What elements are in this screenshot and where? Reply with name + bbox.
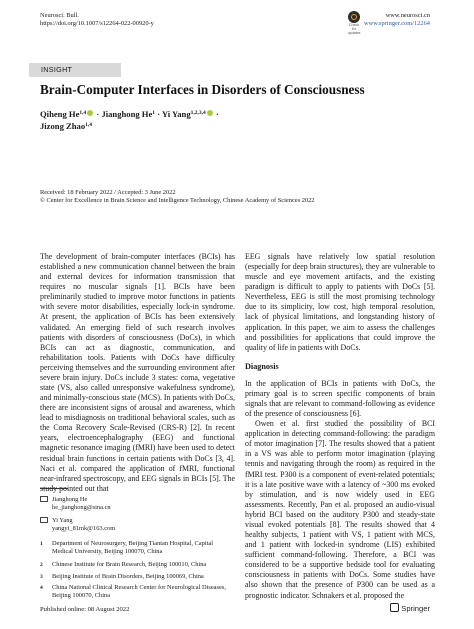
contact-text[interactable]: Jianghong He he_jianghong@sina.cn xyxy=(52,496,111,511)
author-affiliation: 1,2,3,4 xyxy=(190,110,206,116)
publisher-name: Springer xyxy=(401,604,430,613)
journal-name: Neurosci. Bull. xyxy=(40,12,79,19)
affiliation-item xyxy=(40,561,235,569)
journal-sites xyxy=(364,12,430,28)
article-title: Brain-Computer Interfaces in Disorders of Consciousness xyxy=(40,82,365,97)
envelope-icon xyxy=(40,517,48,526)
affiliation-text: Department of Neurosurgery, Beijing Tiantan Hospital, Capital Medical University, Beijing 100070, China xyxy=(52,540,213,555)
affiliation-text: China National Clinical Research Center for Neurological Diseases, Beijing 100070, China xyxy=(52,584,226,599)
journal-header xyxy=(40,12,154,28)
check-updates-icon xyxy=(348,11,360,23)
envelope-icon xyxy=(40,496,48,505)
springer-horse-icon xyxy=(390,603,399,612)
affiliation-number: 4 xyxy=(40,585,43,591)
affiliation-item xyxy=(40,540,235,556)
affiliation-text: Beijing Institute of Brain Disorders, Beijing 100069, China xyxy=(52,573,204,580)
author-name[interactable]: Qiheng He xyxy=(40,109,80,119)
author-list: Qiheng He$^{1,4}$ · Jianghong $He^1 \cdot Yi$ Yang$^{1,2,3,4}$ · Jizong Zhao$^{1,4}$ xyxy=(40,109,219,131)
article-type-badge: INSIGHT xyxy=(29,63,121,77)
published-date: Published online: 08 August 2022 xyxy=(40,606,130,613)
section-heading: Diagnosis xyxy=(245,361,279,371)
body-paragraph: The development of brain-computer interfaces (BCIs) has established a new communication channel between the brain and external devices for information transmission that requires no muscular signals [1]. BCIs have been preliminarily studied to improve motor functions in patients with severe motor disabilities, especially lock-in syndrome. At present, the application of BCIs has been extensively validated. An emerging field of such research involves patients with disorders of consciousness (DoCs), in which BCIs can act as diagnostic, communication, and rehabilitation tools. Patients with DoCs have difficulty perceiving themselves and the surrounding environment after severe brain injury. DoCs include 3 states: coma, vegetative state (VS, also called unresponsive wakefulness syndrome), and minimally-conscious state (MCS). In patients with DoCs, there are inconsistent signs of arousal and awareness, which lead to misdiagnosis on traditional behavioral scales, such as the Coma Recovery Scale-Revised (CRS-R) [2]. In recent years, electroencephalography (EEG) and functional magnetic resonance imaging (fMRI) have been used to detect residual brain functions in certain patients with DoCs [3, 4]. Naci et al. compared the application of fMRI, functional near-infrared spectroscopy, and EEG signals in BCIs [5]. The study pointed out that xyxy=(40,252,235,493)
body-paragraph: In the application of BCIs in patients with DoCs, the primary goal is to screen specific components of brain signals that are relevant to command-following as evidence of the presence of consciousness [6]. xyxy=(245,378,435,419)
corresponding-author xyxy=(40,517,235,533)
affiliation-item xyxy=(40,584,235,600)
author-affiliation: 1,4 xyxy=(85,122,93,128)
orcid-icon[interactable] xyxy=(87,110,93,116)
affiliation-number: 1 xyxy=(40,541,43,547)
copyright-line: © Center for Excellence in Brain Science and Intelligence Technology, Chinese Academy of Sciences 2022 xyxy=(40,197,315,205)
author-name[interactable]: Yi Yang xyxy=(161,109,191,119)
corresponding-author xyxy=(40,496,235,512)
author-affiliation: 1 xyxy=(152,110,156,116)
affiliation-item xyxy=(40,573,235,581)
orcid-icon[interactable] xyxy=(207,110,213,116)
affiliation-number: 3 xyxy=(40,574,43,580)
publisher-logo xyxy=(390,603,430,613)
contact-text[interactable]: Yi Yang yangyi_81mk@163.com xyxy=(52,517,116,532)
author-affiliation: 1,4 xyxy=(79,110,87,116)
body-left-column xyxy=(40,252,235,494)
site-link-springer[interactable]: www.springer.com/12264 xyxy=(364,20,430,27)
check-badge-line1: Check for xyxy=(348,23,360,31)
author-name[interactable]: Jizong Zhao xyxy=(40,121,86,131)
check-for-updates-badge[interactable] xyxy=(347,11,361,33)
site-link-neurosci[interactable]: www.neurosci.cn xyxy=(385,12,430,19)
article-dates xyxy=(40,189,315,205)
footnote-divider xyxy=(40,488,68,489)
body-paragraph: EEG signals have relatively low spatial resolution (especially for deep brain structures), they are vulnerable to muscle and eye movement artifacts, and the existing paradigm is difficult to apply to patients with DoCs [5]. Nevertheless, EEG is still the most promising technology due to its simplicity, low cost, high temporal resolution, lack of physical limitations, and longstanding history of application. In this paper, we aim to assess the challenges and possibilities for applications that could improve the quality of life in patients with DoCs. xyxy=(245,252,435,352)
check-badge-line2: updates xyxy=(347,31,361,35)
body-right-column xyxy=(245,252,435,601)
received-accepted: Received: 18 February 2022 / Accepted: 3 June 2022 xyxy=(40,189,176,196)
affiliation-text: Chinese Institute for Brain Research, Beijing 100010, China xyxy=(52,561,207,568)
doi-link[interactable]: https://doi.org/10.1007/s12264-022-00920-y xyxy=(40,20,154,27)
affiliation-number: 2 xyxy=(40,562,43,568)
author-name[interactable]: Jianghong He xyxy=(101,109,153,119)
body-paragraph: Owen et al. first studied the possibility of BCI application in detecting command-following: the paradigm of motor imagination [7]. The results showed that a patient in a VS was able to perform motor imagination (playing tennis and navigating through the room) as required in the fMRI test. P300 is a component of event-related potentials; it is a late positive wave with a latency of ~300 ms evoked by stimulation, and is now widely used in EEG assessments. Recently, Pan et al. proposed an audio-visual hybrid BCI based on the auditory P300 and steady-state visual evoked potentials [8]. The results showed that 4 healthy subjects, 1 patient with VS, 1 patient with MCS, and 1 patient with locked-in syndrome (LIS) exhibited sufficient command-following. Therefore, a BCI was considered to be a supportive bedside tool for evaluating consciousness in patients with DoCs. Some studies have also shown that the presence of P300 can be used as a prognostic indicator. Schnakers et al. proposed the xyxy=(245,419,435,600)
